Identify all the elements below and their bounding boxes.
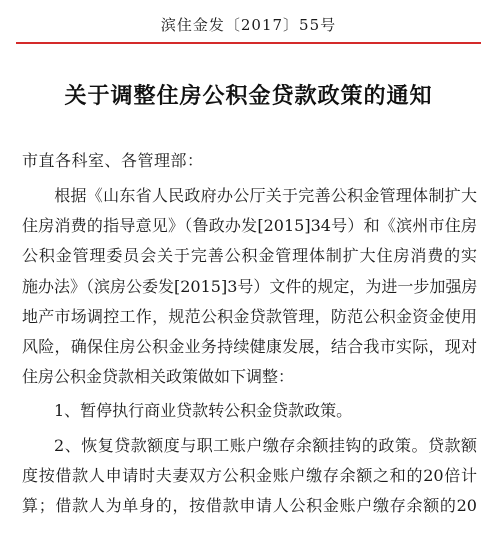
- document-title: 关于调整住房公积金贷款政策的通知: [64, 83, 433, 109]
- paragraph-line: 公积金管理委员会关于完善公积金管理体制扩大住房消费的实: [22, 246, 477, 266]
- red-header-rule: [16, 42, 481, 44]
- paragraph-line: 住房消费的指导意见》（鲁政办发[2015]34号）和《滨州市住房: [22, 216, 477, 236]
- paragraph-3: [22, 431, 477, 522]
- paragraph-line: 施办法》（滨房公委发[2015]3号）文件的规定，为进一步加强房: [22, 276, 478, 296]
- paragraph-line: 2、恢复贷款额度与职工账户缴存余额挂钩的政策。贷款额: [54, 435, 477, 455]
- paragraph-line: 根据《山东省人民政府办公厅关于完善公积金管理体制扩大: [54, 186, 477, 205]
- document-number: 滨住金发〔2017〕55号: [160, 16, 337, 34]
- paragraph-1: [22, 181, 477, 392]
- paragraph-2: [22, 396, 477, 426]
- paragraph-line: 算；借款人为单身的，按借款申请人公积金账户缴存余额的20: [22, 495, 477, 515]
- paragraph-line: 住房公积金贷款相关政策做如下调整：: [22, 367, 295, 387]
- paragraph-line: 地产市场调控工作，规范公积金贷款管理，防范公积金资金使用: [22, 306, 477, 326]
- paragraph-line: 风险，确保住房公积金业务持续健康发展，结合我市实际，现对: [22, 336, 477, 356]
- paragraph-line: 度按借款人申请时夫妻双方公积金账户缴存余额之和的20倍计: [22, 465, 477, 485]
- document-body: [22, 181, 477, 525]
- paragraph-line: 1、暂停执行商业贷款转公积金贷款政策。: [54, 401, 353, 421]
- salutation: 市直各科室、各管理部：: [22, 151, 204, 170]
